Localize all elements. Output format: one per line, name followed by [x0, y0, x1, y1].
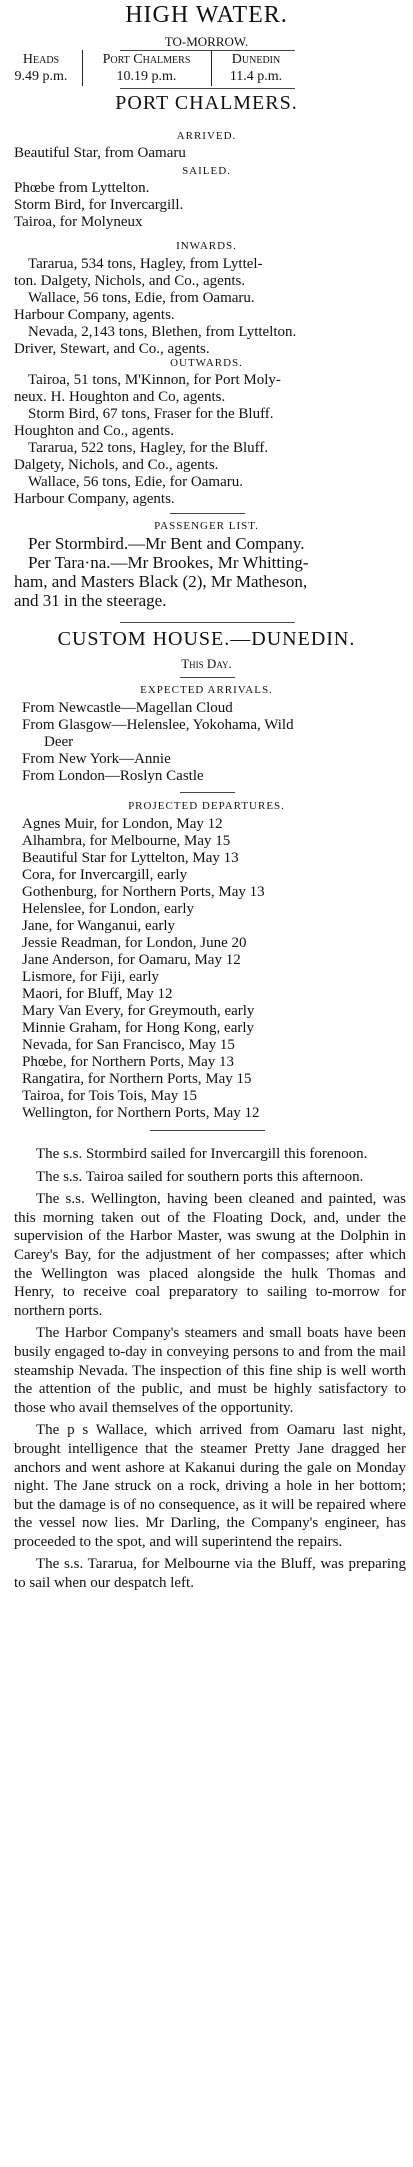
departure-line: Gothenburg, for Northern Ports, May 13 — [22, 884, 265, 900]
passenger-list-label: PASSENGER LIST. — [154, 520, 259, 532]
departure-line: Maori, for Bluff, May 12 — [22, 986, 173, 1002]
port-chalmers-title: PORT CHALMERS. — [115, 92, 298, 114]
departure-line: Cora, for Invercargill, early — [22, 867, 188, 883]
departure-line: Beautiful Star for Lyttelton, May 13 — [22, 850, 239, 866]
outwards-line: Dalgety, Nichols, and Co., agents. — [14, 457, 219, 473]
news-paragraph: The s.s. Tararua, for Melbourne via the Bluff, was preparing to sail when our despatch left. — [14, 1556, 406, 1592]
sailed-line: Tairoa, for Molyneux — [14, 214, 143, 230]
high-water-subtitle: TO-MORROW. — [164, 34, 249, 49]
outwards-line: Tararua, 522 tons, Hagley, for the Bluff. — [28, 440, 269, 456]
expected-line: From London—Roslyn Castle — [22, 768, 204, 784]
outwards-line: Storm Bird, 67 tons, Fraser for the Bluff. — [28, 406, 274, 422]
inwards-line: Driver, Stewart, and Co., agents. — [14, 341, 210, 357]
projected-departures-label: PROJECTED DEPARTURES. — [128, 800, 285, 812]
inwards-label: INWARDS. — [176, 240, 237, 252]
departure-line: Helenslee, for London, early — [22, 901, 195, 917]
departure-line: Nevada, for San Francisco, May 15 — [22, 1037, 235, 1053]
expected-line: From Glasgow—Helenslee, Yokohama, Wild — [22, 717, 294, 733]
divider — [180, 792, 235, 793]
tide-time-port-chalmers: 10.19 p.m. — [116, 69, 177, 84]
inwards-line: Nevada, 2,143 tons, Blethen, from Lyttelton. — [28, 324, 297, 340]
tide-place-dunedin: Dunedin — [231, 52, 281, 67]
expected-line: From Newcastle—Magellan Cloud — [22, 700, 233, 716]
news-paragraph: The Harbor Company's steamers and small boats have been busily engaged to-day in conveying persons to and from the mail steamship Nevada. The inspection of this fine ship is well worth the attention of the public, and must be highly satisfactory to those who avail themselves of the opportunity. — [14, 1325, 406, 1416]
departure-line: Jessie Readman, for London, June 20 — [22, 935, 247, 951]
outwards-line: Tairoa, 51 tons, M'Kinnon, for Port Moly- — [28, 372, 281, 388]
expected-line: Deer — [44, 734, 74, 750]
tide-place-port-chalmers: Port Chalmers — [102, 52, 191, 67]
departure-line: Wellington, for Northern Ports, May 12 — [22, 1105, 260, 1121]
departure-line: Phœbe, for Northern Ports, May 13 — [22, 1054, 235, 1070]
expected-line: From New York—Annie — [22, 751, 171, 767]
news-paragraph: The s.s. Stormbird sailed for Invercargill this forenoon. — [36, 1146, 368, 1162]
arrived-line: Beautiful Star, from Oamaru — [14, 145, 186, 161]
departure-line: Agnes Muir, for London, May 12 — [22, 816, 223, 832]
outwards-line: Houghton and Co., agents. — [14, 423, 174, 439]
departure-line: Tairoa, for Tois Tois, May 15 — [22, 1088, 198, 1104]
passenger-line: Per Tara·na.—Mr Brookes, Mr Whitting- — [28, 553, 309, 572]
news-paragraph: The p s Wallace, which arrived from Oamaru last night, brought intelligence that the steamer Pretty Jane dragged her anchors and went ashore at Kakanui during the gale on Monday night. The Jane struck on a rock, driving a hole in her bottom; but the damage is of no consequence, as it will be repaired where the vessel now lies. Mr Darling, the Company's engineer, has proceeded to the spot, and will superintend the repairs. — [14, 1422, 406, 1550]
departure-line: Rangatira, for Northern Ports, May 15 — [22, 1071, 252, 1087]
news-paragraph: The s.s. Wellington, having been cleaned and painted, was this morning taken out of the Floating Dock, and, under the supervision of the Harbor Master, was swung at the Dolphin in Carey's Bay, for the adjustment of her compasses; after which the Wellington was placed alongside the hulk Thomas and Henry, to receive coal preparatory to sailing to-morrow for northern ports. — [14, 1191, 406, 1319]
departure-line: Mary Van Every, for Greymouth, early — [22, 1003, 255, 1019]
passenger-line: Per Stormbird.—Mr Bent and Company. — [28, 534, 305, 553]
news-paragraph: The s.s. Tairoa sailed for southern ports this afternoon. — [36, 1168, 364, 1185]
departure-line: Jane, for Wanganui, early — [22, 918, 176, 934]
arrived-label: ARRIVED. — [176, 130, 237, 142]
high-water-title: HIGH WATER. — [125, 2, 288, 28]
news-section — [14, 1145, 406, 1597]
sailed-label: SAILED. — [182, 165, 231, 177]
divider — [180, 677, 235, 678]
outwards-line: Harbour Company, agents. — [14, 491, 175, 507]
outwards-line: neux. H. Houghton and Co, agents. — [14, 389, 226, 405]
tide-time-heads: 9.49 p.m. — [14, 69, 68, 84]
tide-time-dunedin: 11.4 p.m. — [229, 69, 283, 84]
inwards-line: Wallace, 56 tons, Edie, from Oamaru. — [28, 290, 255, 306]
sailed-line: Storm Bird, for Invercargill. — [14, 197, 184, 213]
inwards-line: Harbour Company, agents. — [14, 307, 175, 323]
passenger-line: and 31 in the steerage. — [14, 591, 167, 610]
tide-place-heads: Heads — [22, 52, 60, 67]
custom-house-subtitle: This Day. — [181, 656, 232, 671]
departure-line: Minnie Graham, for Hong Kong, early — [22, 1020, 255, 1036]
departure-line: Alhambra, for Melbourne, May 15 — [22, 833, 231, 849]
expected-arrivals-label: EXPECTED ARRIVALS. — [140, 684, 273, 696]
inwards-line: Tararua, 534 tons, Hagley, from Lyttel- — [28, 256, 263, 272]
divider — [170, 513, 245, 514]
departure-line: Jane Anderson, for Oamaru, May 12 — [22, 952, 241, 968]
passenger-line: ham, and Masters Black (2), Mr Matheson, — [14, 572, 308, 591]
inwards-line: ton. Dalgety, Nichols, and Co., agents. — [14, 273, 246, 289]
departure-line: Lismore, for Fiji, early — [22, 969, 160, 985]
custom-house-title: CUSTOM HOUSE.—DUNEDIN. — [57, 628, 356, 650]
divider — [150, 1130, 265, 1131]
outwards-label: OUTWARDS. — [170, 357, 243, 369]
divider — [120, 622, 295, 623]
divider — [120, 88, 295, 89]
sailed-line: Phœbe from Lyttelton. — [14, 180, 150, 196]
outwards-line: Wallace, 56 tons, Edie, for Oamaru. — [28, 474, 243, 490]
